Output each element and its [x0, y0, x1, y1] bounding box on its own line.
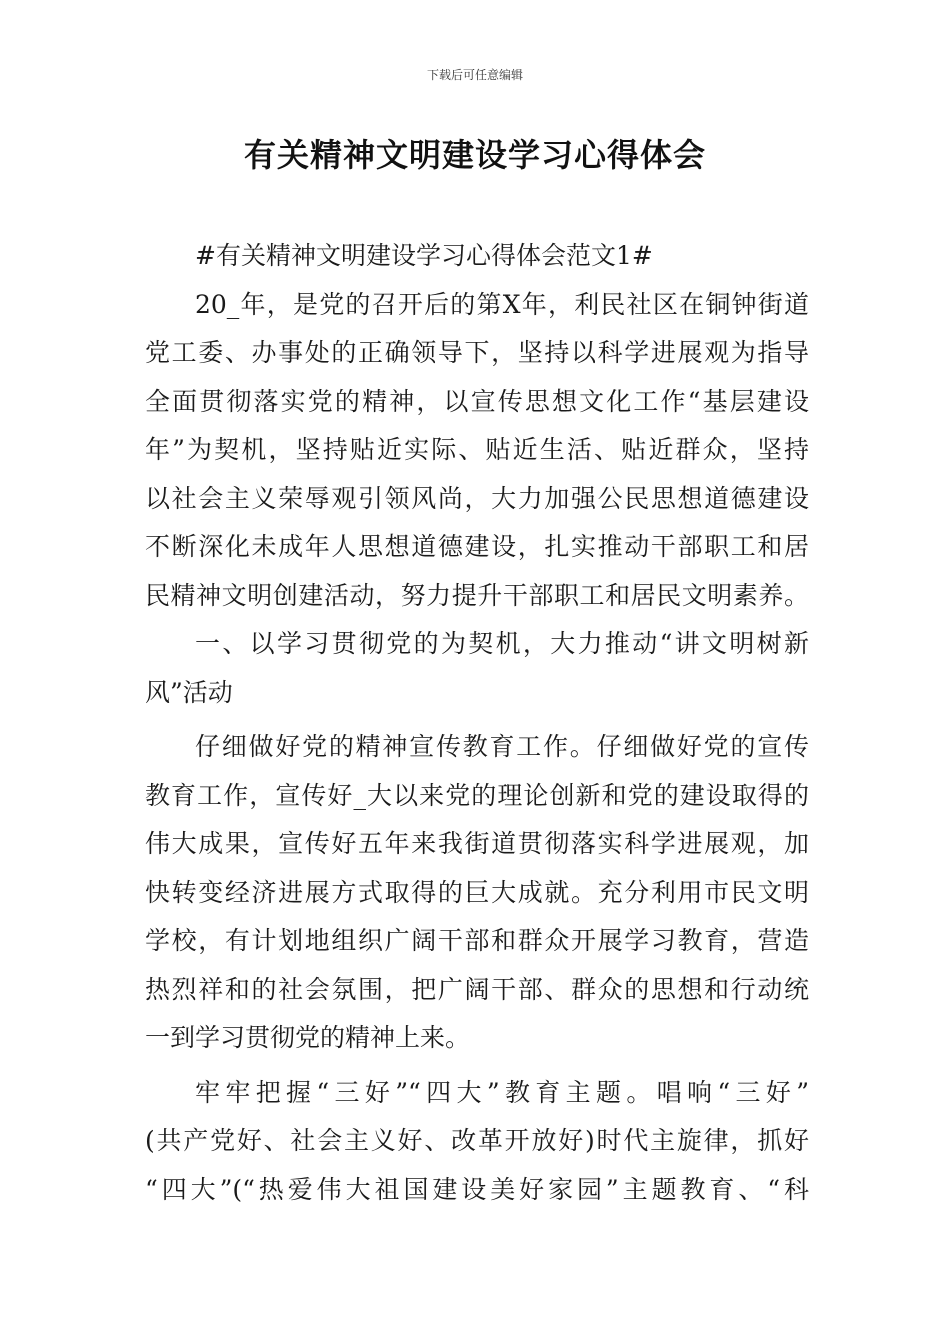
paragraph-line: 学校，有计划地组织广阔干部和群众开展学习教育，营造 — [145, 926, 809, 955]
paragraph-line: 20_年，是党的召开后的第X年，利民社区在铜钟街道 — [195, 289, 809, 319]
paragraph-line: 年”为契机，坚持贴近实际、贴近生活、贴近群众，坚持 — [145, 435, 809, 464]
paragraph-line: 热烈祥和的社会氛围，把广阔干部、群众的思想和行动统 — [145, 974, 809, 1004]
paragraph-line: 一到学习贯彻党的精神上来。 — [145, 1023, 471, 1052]
paragraph-line: 风”活动 — [145, 677, 233, 707]
paragraph-line: 全面贯彻落实党的精神，以宣传思想文化工作“基层建设 — [145, 386, 809, 416]
paragraph-line: 牢牢把握“三好”“四大”教育主题。唱响“三好” — [195, 1077, 809, 1107]
paragraph-line: 不断深化未成年人思想道德建设，扎实推动干部职工和居 — [145, 532, 809, 561]
header-note: 下载后可任意编辑 — [426, 68, 523, 82]
document-title: 有关精神文明建设学习心得体会 — [243, 136, 706, 174]
paragraph-line: 民精神文明创建活动，努力提升干部职工和居民文明素养。 — [145, 580, 809, 610]
paragraph-line: (共产党好、社会主义好、改革开放好)时代主旋律，抓好 — [145, 1126, 809, 1155]
paragraph-line: 党工委、办事处的正确领导下，坚持以科学进展观为指导 — [145, 338, 809, 367]
document-body — [145, 232, 809, 1214]
paragraph-line: 快转变经济进展方式取得的巨大成就。充分利用市民文明 — [145, 877, 809, 907]
paragraph-line: 仔细做好党的精神宣传教育工作。仔细做好党的宣传 — [195, 732, 809, 761]
paragraph-line: 教育工作，宣传好_大以来党的理论创新和党的建设取得的 — [145, 780, 809, 810]
paragraph-line: 一、以学习贯彻党的为契机，大力推动“讲文明树新 — [195, 629, 809, 658]
paragraph-line: 以社会主义荣辱观引领风尚，大力加强公民思想道德建设 — [145, 483, 809, 513]
paragraph-line: 伟大成果，宣传好五年来我街道贯彻落实科学进展观，加 — [145, 829, 809, 858]
paragraph-line: “四大”(“热爱伟大祖国建设美好家园”主题教育、“科 — [145, 1174, 809, 1204]
section-heading: #有关精神文明建设学习心得体会范文1# — [195, 241, 653, 270]
